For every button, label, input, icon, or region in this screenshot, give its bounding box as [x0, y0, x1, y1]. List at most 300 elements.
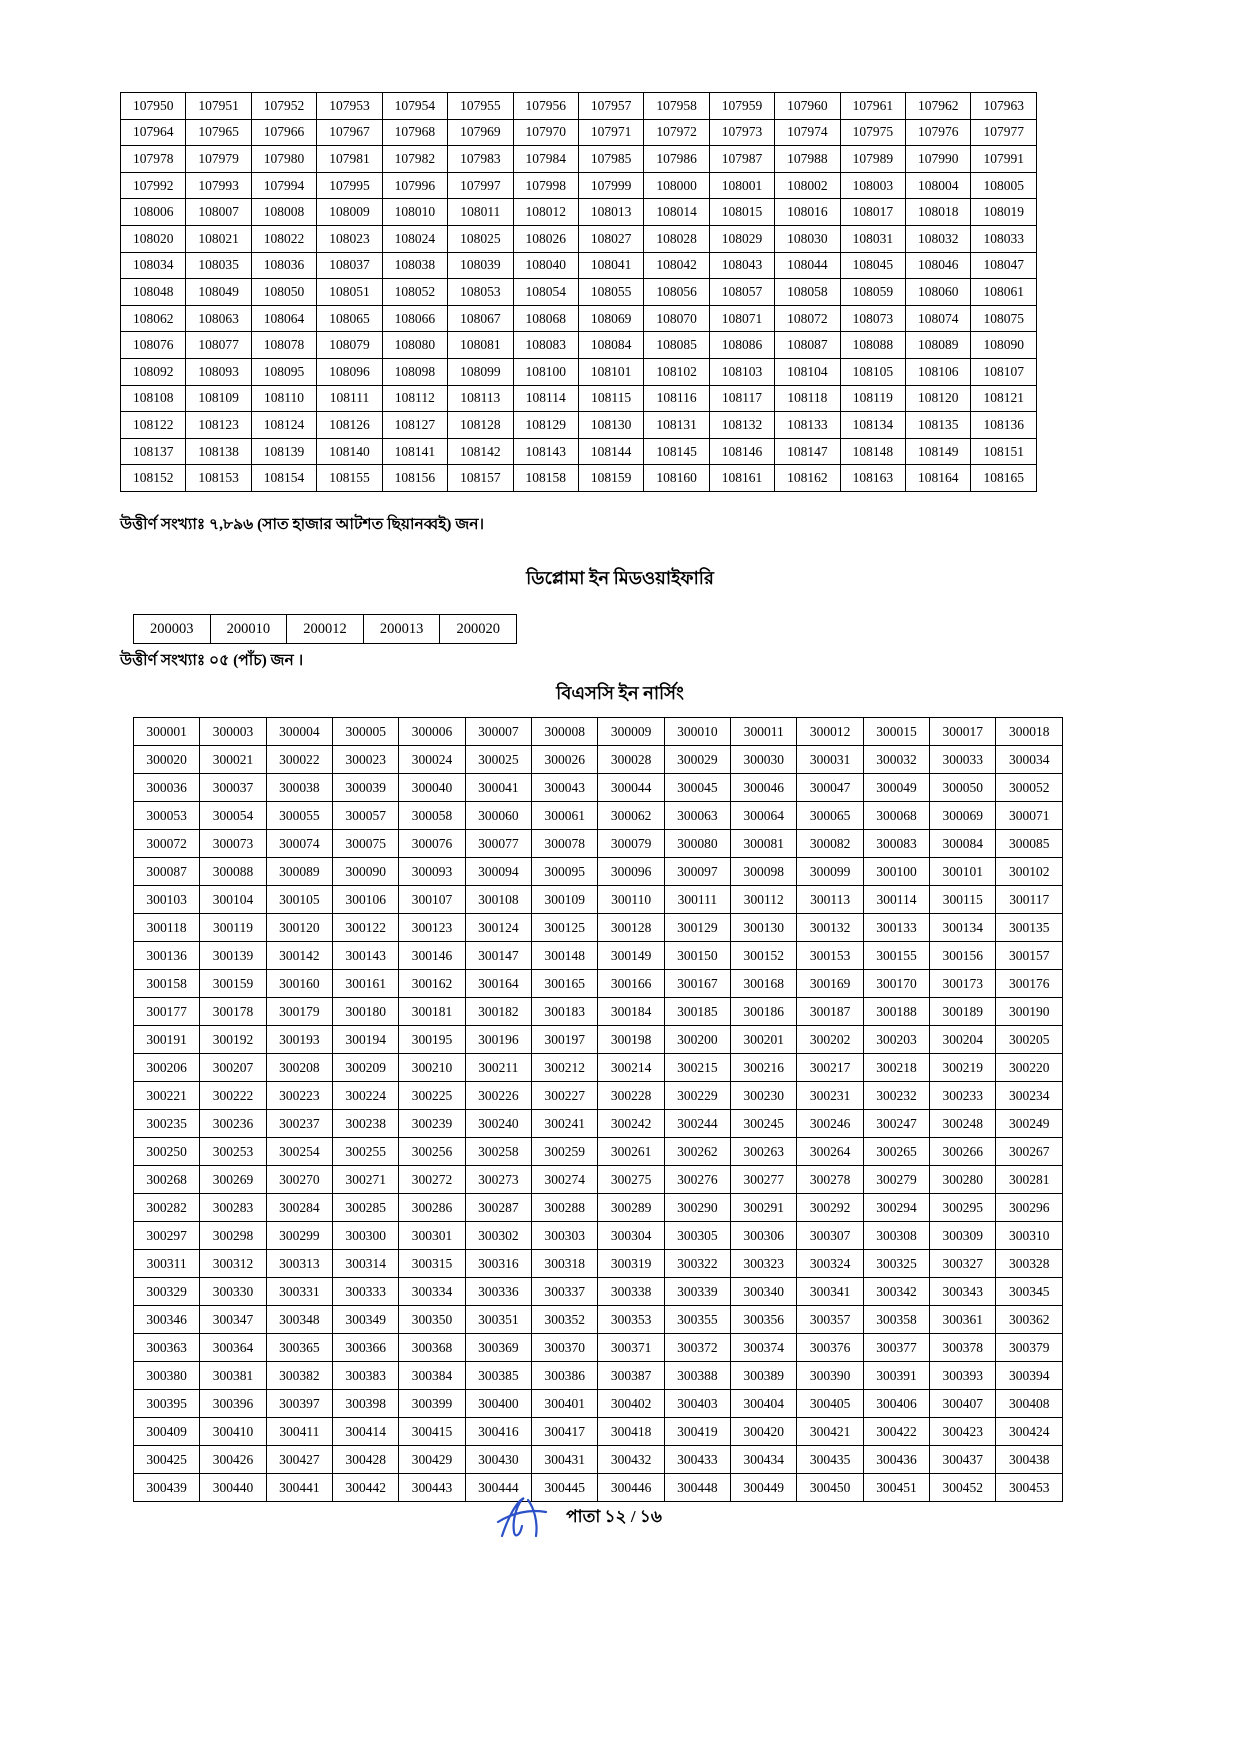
roll-number-cell: 300426 [200, 1446, 266, 1474]
roll-number-cell: 108147 [775, 438, 840, 465]
roll-number-cell: 300130 [731, 914, 797, 942]
roll-number-cell: 300148 [532, 942, 598, 970]
roll-number-cell: 300431 [532, 1446, 598, 1474]
roll-number-cell: 108099 [448, 358, 513, 385]
roll-number-cell: 300291 [731, 1194, 797, 1222]
roll-number-cell: 108026 [513, 225, 578, 252]
roll-number-cell: 300029 [664, 746, 730, 774]
roll-number-cell: 300166 [598, 970, 664, 998]
roll-number-cell: 300346 [134, 1306, 200, 1334]
roll-number-cell: 108142 [448, 438, 513, 465]
roll-number-cell: 300327 [930, 1250, 996, 1278]
roll-number-cell: 300295 [930, 1194, 996, 1222]
roll-number-cell: 300119 [200, 914, 266, 942]
roll-number-cell: 300105 [266, 886, 332, 914]
roll-number-cell: 300331 [266, 1278, 332, 1306]
roll-number-cell: 300212 [532, 1054, 598, 1082]
roll-number-cell: 300379 [996, 1334, 1063, 1362]
roll-row [134, 858, 1063, 886]
roll-number-cell: 300357 [797, 1306, 863, 1334]
roll-number-cell: 300336 [465, 1278, 531, 1306]
roll-number-cell: 300287 [465, 1194, 531, 1222]
roll-number-cell: 300383 [333, 1362, 399, 1390]
roll-number-cell: 108042 [644, 252, 709, 279]
roll-number-cell: 300316 [465, 1250, 531, 1278]
roll-number-cell: 300258 [465, 1138, 531, 1166]
roll-number-cell: 107966 [251, 119, 316, 146]
roll-number-cell: 300037 [200, 774, 266, 802]
roll-number-cell: 300342 [863, 1278, 929, 1306]
roll-number-cell: 300362 [996, 1306, 1063, 1334]
roll-number-cell: 108069 [578, 305, 643, 332]
roll-number-cell: 300264 [797, 1138, 863, 1166]
roll-number-cell: 300197 [532, 1026, 598, 1054]
roll-number-cell: 300210 [399, 1054, 465, 1082]
roll-number-cell: 108141 [382, 438, 447, 465]
roll-number-cell: 108159 [578, 465, 643, 492]
roll-row [134, 1082, 1063, 1110]
roll-table-previous-section [120, 92, 1037, 492]
roll-number-cell: 300133 [863, 914, 929, 942]
roll-number-cell: 300023 [333, 746, 399, 774]
roll-number-cell: 300301 [399, 1222, 465, 1250]
roll-row [134, 1362, 1063, 1390]
roll-number-cell: 108050 [251, 279, 316, 306]
roll-number-cell: 300403 [664, 1390, 730, 1418]
roll-number-cell: 108060 [906, 279, 971, 306]
roll-number-cell: 300053 [134, 802, 200, 830]
roll-number-cell: 300081 [731, 830, 797, 858]
roll-number-cell: 300125 [532, 914, 598, 942]
roll-number-cell: 300386 [532, 1362, 598, 1390]
roll-row [121, 119, 1037, 146]
roll-number-cell: 300361 [930, 1306, 996, 1334]
roll-number-cell: 300142 [266, 942, 332, 970]
roll-number-cell: 300408 [996, 1390, 1063, 1418]
roll-number-cell: 300146 [399, 942, 465, 970]
roll-number-cell: 108157 [448, 465, 513, 492]
roll-number-cell: 107986 [644, 146, 709, 173]
roll-number-cell: 107971 [578, 119, 643, 146]
roll-number-cell: 300155 [863, 942, 929, 970]
roll-number-cell: 300099 [797, 858, 863, 886]
roll-number-cell: 300405 [797, 1390, 863, 1418]
roll-number-cell: 300333 [333, 1278, 399, 1306]
roll-number-cell: 300384 [399, 1362, 465, 1390]
roll-number-cell: 107985 [578, 146, 643, 173]
roll-number-cell: 300262 [664, 1138, 730, 1166]
roll-number-cell: 108073 [840, 305, 905, 332]
roll-number-cell: 300196 [465, 1026, 531, 1054]
heading-bsc-in-nursing: বিএসসি ইন নার্সিং [556, 683, 684, 703]
roll-number-cell: 108057 [709, 279, 774, 306]
roll-number-cell: 108068 [513, 305, 578, 332]
roll-number-cell: 108070 [644, 305, 709, 332]
roll-number-cell: 108137 [121, 438, 186, 465]
roll-row [134, 1194, 1063, 1222]
roll-number-cell: 108078 [251, 332, 316, 359]
roll-number-cell: 107953 [317, 93, 382, 120]
roll-table-midwifery [133, 614, 517, 644]
roll-number-cell: 300302 [465, 1222, 531, 1250]
roll-number-cell: 107964 [121, 119, 186, 146]
roll-number-cell: 300080 [664, 830, 730, 858]
roll-number-cell: 107976 [906, 119, 971, 146]
roll-number-cell: 300370 [532, 1334, 598, 1362]
roll-number-cell: 108086 [709, 332, 774, 359]
roll-number-cell: 107979 [186, 146, 251, 173]
roll-number-cell: 300088 [200, 858, 266, 886]
roll-number-cell: 300173 [930, 970, 996, 998]
roll-number-cell: 108062 [121, 305, 186, 332]
roll-number-cell: 300085 [996, 830, 1063, 858]
roll-number-cell: 300221 [134, 1082, 200, 1110]
roll-number-cell: 300280 [930, 1166, 996, 1194]
roll-number-cell: 300047 [797, 774, 863, 802]
roll-number-cell: 300380 [134, 1362, 200, 1390]
roll-row [121, 358, 1037, 385]
roll-number-cell: 300120 [266, 914, 332, 942]
roll-number-cell: 108044 [775, 252, 840, 279]
roll-number-cell: 300307 [797, 1222, 863, 1250]
roll-number-cell: 107973 [709, 119, 774, 146]
roll-number-cell: 300188 [863, 998, 929, 1026]
roll-number-cell: 108063 [186, 305, 251, 332]
roll-number-cell: 300160 [266, 970, 332, 998]
roll-number-cell: 300135 [996, 914, 1063, 942]
roll-number-cell: 300339 [664, 1278, 730, 1306]
roll-number-cell: 300017 [930, 718, 996, 746]
roll-number-cell: 300284 [266, 1194, 332, 1222]
roll-number-cell: 300237 [266, 1110, 332, 1138]
roll-number-cell: 200012 [287, 615, 364, 644]
roll-number-cell: 300079 [598, 830, 664, 858]
roll-number-cell: 108108 [121, 385, 186, 412]
roll-row [121, 305, 1037, 332]
roll-number-cell: 300223 [266, 1082, 332, 1110]
roll-number-cell: 108164 [906, 465, 971, 492]
roll-row [134, 970, 1063, 998]
roll-number-cell: 107991 [971, 146, 1037, 173]
roll-number-cell: 300259 [532, 1138, 598, 1166]
roll-number-cell: 300049 [863, 774, 929, 802]
roll-number-cell: 107955 [448, 93, 513, 120]
roll-number-cell: 108133 [775, 412, 840, 439]
roll-number-cell: 108067 [448, 305, 513, 332]
roll-row [121, 332, 1037, 359]
roll-number-cell: 300442 [333, 1474, 399, 1502]
roll-number-cell: 300044 [598, 774, 664, 802]
roll-number-cell: 108019 [971, 199, 1037, 226]
roll-row [134, 1334, 1063, 1362]
roll-number-cell: 300409 [134, 1418, 200, 1446]
roll-number-cell: 108055 [578, 279, 643, 306]
roll-number-cell: 300358 [863, 1306, 929, 1334]
roll-number-cell: 300398 [333, 1390, 399, 1418]
roll-number-cell: 300363 [134, 1334, 200, 1362]
roll-number-cell: 108033 [971, 225, 1037, 252]
roll-number-cell: 300397 [266, 1390, 332, 1418]
roll-number-cell: 300057 [333, 802, 399, 830]
roll-number-cell: 300371 [598, 1334, 664, 1362]
roll-number-cell: 108144 [578, 438, 643, 465]
roll-table-nursing [133, 717, 1063, 1502]
roll-number-cell: 300305 [664, 1222, 730, 1250]
roll-number-cell: 108081 [448, 332, 513, 359]
roll-number-cell: 300297 [134, 1222, 200, 1250]
roll-number-cell: 300096 [598, 858, 664, 886]
roll-number-cell: 300147 [465, 942, 531, 970]
roll-number-cell: 300235 [134, 1110, 200, 1138]
roll-number-cell: 300439 [134, 1474, 200, 1502]
roll-number-cell: 107975 [840, 119, 905, 146]
roll-number-cell: 300311 [134, 1250, 200, 1278]
roll-number-cell: 108105 [840, 358, 905, 385]
roll-number-cell: 108130 [578, 412, 643, 439]
roll-number-cell: 300323 [731, 1250, 797, 1278]
roll-number-cell: 300393 [930, 1362, 996, 1390]
roll-number-cell: 300005 [333, 718, 399, 746]
roll-number-cell: 300167 [664, 970, 730, 998]
roll-number-cell: 300355 [664, 1306, 730, 1334]
roll-number-cell: 108129 [513, 412, 578, 439]
roll-number-cell: 300436 [863, 1446, 929, 1474]
roll-row [121, 199, 1037, 226]
roll-number-cell: 300156 [930, 942, 996, 970]
roll-number-cell: 300395 [134, 1390, 200, 1418]
roll-number-cell: 300314 [333, 1250, 399, 1278]
roll-number-cell: 300165 [532, 970, 598, 998]
passed-count-text-midwifery: উত্তীর্ণ সংখ্যাঃ ০৫ (পাঁচ) জন । [120, 652, 304, 669]
roll-number-cell: 300109 [532, 886, 598, 914]
roll-number-cell: 107997 [448, 172, 513, 199]
roll-number-cell: 300443 [399, 1474, 465, 1502]
roll-number-cell: 108028 [644, 225, 709, 252]
roll-number-cell: 300095 [532, 858, 598, 886]
roll-number-cell: 300288 [532, 1194, 598, 1222]
roll-number-cell: 300434 [731, 1446, 797, 1474]
roll-number-cell: 300222 [200, 1082, 266, 1110]
roll-number-cell: 300192 [200, 1026, 266, 1054]
roll-number-cell: 108079 [317, 332, 382, 359]
roll-number-cell: 300087 [134, 858, 200, 886]
roll-number-cell: 300449 [731, 1474, 797, 1502]
roll-number-cell: 300267 [996, 1138, 1063, 1166]
roll-number-cell: 300021 [200, 746, 266, 774]
roll-number-cell: 300292 [797, 1194, 863, 1222]
roll-number-cell: 300168 [731, 970, 797, 998]
roll-number-cell: 300304 [598, 1222, 664, 1250]
roll-number-cell: 300282 [134, 1194, 200, 1222]
roll-number-cell: 300350 [399, 1306, 465, 1334]
roll-number-cell: 108115 [578, 385, 643, 412]
roll-number-cell: 108056 [644, 279, 709, 306]
roll-number-cell: 300062 [598, 802, 664, 830]
roll-number-cell: 108165 [971, 465, 1037, 492]
roll-number-cell: 108092 [121, 358, 186, 385]
roll-number-cell: 108072 [775, 305, 840, 332]
roll-number-cell: 300435 [797, 1446, 863, 1474]
roll-number-cell: 108139 [251, 438, 316, 465]
roll-row [134, 718, 1063, 746]
roll-number-cell: 108046 [906, 252, 971, 279]
roll-number-cell: 108058 [775, 279, 840, 306]
roll-number-cell: 300399 [399, 1390, 465, 1418]
roll-number-cell: 300299 [266, 1222, 332, 1250]
roll-number-cell: 108093 [186, 358, 251, 385]
roll-number-cell: 300058 [399, 802, 465, 830]
roll-number-cell: 300255 [333, 1138, 399, 1166]
roll-number-cell: 300227 [532, 1082, 598, 1110]
roll-number-cell: 300448 [664, 1474, 730, 1502]
roll-number-cell: 108132 [709, 412, 774, 439]
roll-row [121, 172, 1037, 199]
roll-number-cell: 107962 [906, 93, 971, 120]
roll-number-cell: 300020 [134, 746, 200, 774]
roll-number-cell: 300218 [863, 1054, 929, 1082]
roll-number-cell: 108151 [971, 438, 1037, 465]
roll-number-cell: 108135 [906, 412, 971, 439]
roll-number-cell: 300055 [266, 802, 332, 830]
roll-number-cell: 108043 [709, 252, 774, 279]
roll-number-cell: 108155 [317, 465, 382, 492]
roll-number-cell: 107969 [448, 119, 513, 146]
roll-row [134, 1390, 1063, 1418]
roll-number-cell: 300164 [465, 970, 531, 998]
roll-number-cell: 107970 [513, 119, 578, 146]
roll-number-cell: 300422 [863, 1418, 929, 1446]
roll-number-cell: 300139 [200, 942, 266, 970]
roll-number-cell: 300345 [996, 1278, 1063, 1306]
roll-number-cell: 300414 [333, 1418, 399, 1446]
roll-row [134, 615, 517, 644]
roll-number-cell: 300424 [996, 1418, 1063, 1446]
roll-number-cell: 200003 [134, 615, 211, 644]
roll-number-cell: 108126 [317, 412, 382, 439]
roll-number-cell: 108104 [775, 358, 840, 385]
roll-number-cell: 300039 [333, 774, 399, 802]
roll-number-cell: 300122 [333, 914, 399, 942]
roll-row [134, 942, 1063, 970]
roll-number-cell: 300050 [930, 774, 996, 802]
roll-number-cell: 300069 [930, 802, 996, 830]
roll-row [134, 886, 1063, 914]
passed-count-text-previous: উত্তীর্ণ সংখ্যাঃ ৭,৮৯৬ (সাত হাজার আটশত ছিয়ানব্বই) জন। [120, 516, 484, 533]
roll-number-cell: 300330 [200, 1278, 266, 1306]
roll-number-cell: 300420 [731, 1418, 797, 1446]
roll-row [121, 465, 1037, 492]
roll-number-cell: 108034 [121, 252, 186, 279]
roll-number-cell: 108051 [317, 279, 382, 306]
roll-number-cell: 108101 [578, 358, 643, 385]
roll-number-cell: 300315 [399, 1250, 465, 1278]
roll-row [121, 412, 1037, 439]
roll-number-cell: 108153 [186, 465, 251, 492]
roll-row [134, 998, 1063, 1026]
roll-number-cell: 108023 [317, 225, 382, 252]
roll-number-cell: 300269 [200, 1166, 266, 1194]
roll-number-cell: 107952 [251, 93, 316, 120]
roll-number-cell: 108017 [840, 199, 905, 226]
roll-number-cell: 300195 [399, 1026, 465, 1054]
roll-number-cell: 108020 [121, 225, 186, 252]
roll-number-cell: 107981 [317, 146, 382, 173]
roll-number-cell: 300097 [664, 858, 730, 886]
roll-number-cell: 300063 [664, 802, 730, 830]
roll-number-cell: 300178 [200, 998, 266, 1026]
roll-number-cell: 108047 [971, 252, 1037, 279]
roll-number-cell: 300169 [797, 970, 863, 998]
roll-number-cell: 300177 [134, 998, 200, 1026]
roll-number-cell: 300102 [996, 858, 1063, 886]
roll-number-cell: 300428 [333, 1446, 399, 1474]
roll-number-cell: 300389 [731, 1362, 797, 1390]
roll-number-cell: 108113 [448, 385, 513, 412]
roll-number-cell: 300110 [598, 886, 664, 914]
roll-number-cell: 107965 [186, 119, 251, 146]
roll-number-cell: 300404 [731, 1390, 797, 1418]
roll-number-cell: 300202 [797, 1026, 863, 1054]
roll-number-cell: 108049 [186, 279, 251, 306]
roll-number-cell: 300272 [399, 1166, 465, 1194]
roll-number-cell: 300245 [731, 1110, 797, 1138]
roll-number-cell: 300407 [930, 1390, 996, 1418]
roll-number-cell: 108100 [513, 358, 578, 385]
roll-number-cell: 107994 [251, 172, 316, 199]
roll-number-cell: 300090 [333, 858, 399, 886]
roll-number-cell: 107987 [709, 146, 774, 173]
roll-number-cell: 108111 [317, 385, 382, 412]
roll-number-cell: 107967 [317, 119, 382, 146]
roll-number-cell: 300394 [996, 1362, 1063, 1390]
roll-number-cell: 300033 [930, 746, 996, 774]
roll-number-cell: 300157 [996, 942, 1063, 970]
roll-number-cell: 300432 [598, 1446, 664, 1474]
roll-number-cell: 108004 [906, 172, 971, 199]
roll-number-cell: 108041 [578, 252, 643, 279]
roll-number-cell: 300038 [266, 774, 332, 802]
roll-number-cell: 300108 [465, 886, 531, 914]
roll-number-cell: 108089 [906, 332, 971, 359]
roll-row [134, 1110, 1063, 1138]
roll-number-cell: 300113 [797, 886, 863, 914]
roll-number-cell: 108074 [906, 305, 971, 332]
roll-number-cell: 300319 [598, 1250, 664, 1278]
roll-number-cell: 107978 [121, 146, 186, 173]
roll-number-cell: 300065 [797, 802, 863, 830]
roll-number-cell: 300253 [200, 1138, 266, 1166]
roll-number-cell: 108015 [709, 199, 774, 226]
roll-number-cell: 108030 [775, 225, 840, 252]
roll-number-cell: 107968 [382, 119, 447, 146]
roll-number-cell: 300388 [664, 1362, 730, 1390]
roll-number-cell: 108152 [121, 465, 186, 492]
roll-number-cell: 108088 [840, 332, 905, 359]
roll-number-cell: 107972 [644, 119, 709, 146]
roll-number-cell: 107974 [775, 119, 840, 146]
roll-number-cell: 300219 [930, 1054, 996, 1082]
roll-row [121, 385, 1037, 412]
roll-number-cell: 107989 [840, 146, 905, 173]
roll-number-cell: 108110 [251, 385, 316, 412]
roll-number-cell: 300425 [134, 1446, 200, 1474]
roll-number-cell: 300411 [266, 1418, 332, 1446]
roll-number-cell: 300100 [863, 858, 929, 886]
roll-number-cell: 300216 [731, 1054, 797, 1082]
roll-number-cell: 300268 [134, 1166, 200, 1194]
roll-number-cell: 300385 [465, 1362, 531, 1390]
roll-number-cell: 108156 [382, 465, 447, 492]
